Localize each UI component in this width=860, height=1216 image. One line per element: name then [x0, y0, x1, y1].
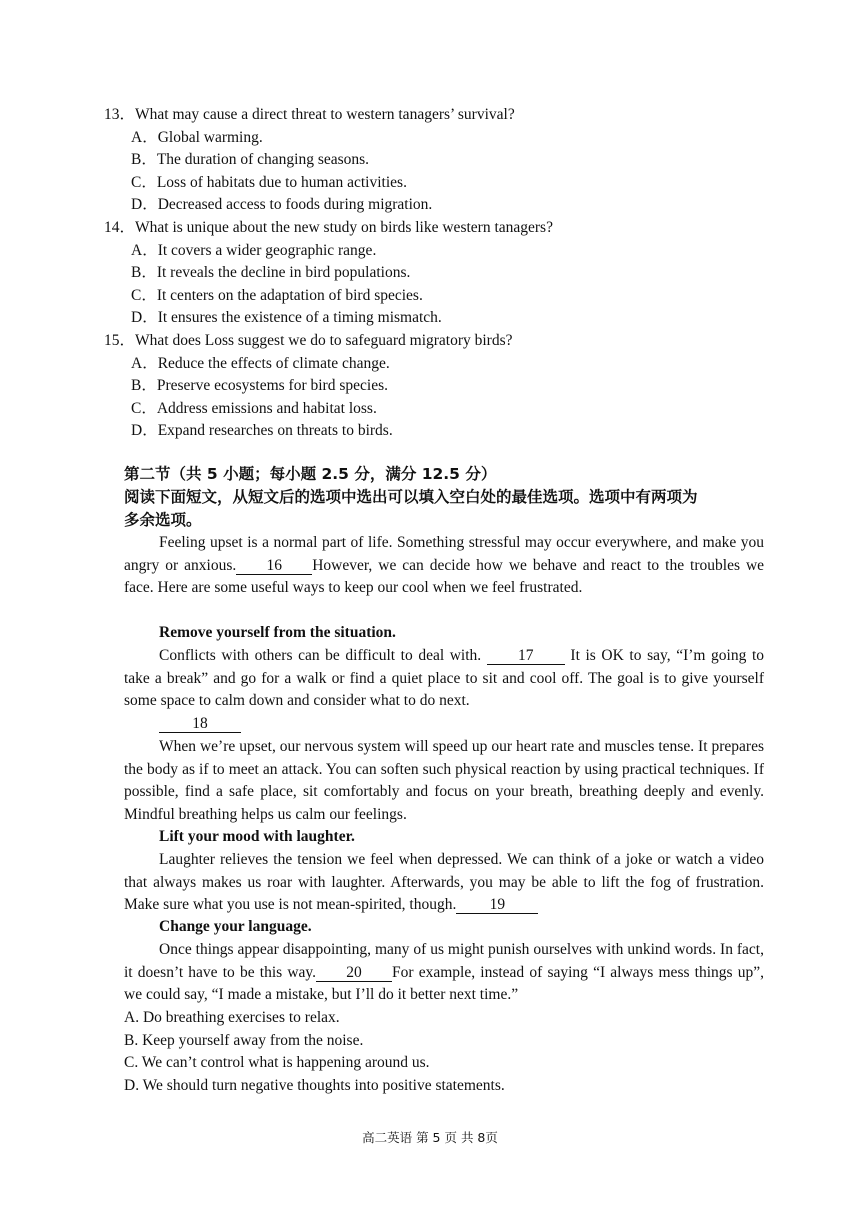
blank-18-line [159, 713, 241, 736]
question-15-option-b: B．Preserve ecosystems for bird species. [131, 377, 388, 394]
passage-paragraph-3: When we’re upset, our nervous system will speed up our heart rate and muscles tense. It prepares the body as if to meet an attack. You can soften such physical reaction by using practical techniques. If possible, find a safe place, sit comfortably and focus on your breath, breathing deeply and evenly. Mindful breathing helps us calm our feelings. [124, 738, 764, 824]
page-footer: 高二英语 第 5 页 共 8页 [362, 1130, 498, 1145]
question-14-option-d: D．It ensures the existence of a timing mismatch. [131, 309, 442, 326]
choice-c: C. We can’t control what is happening around us. [124, 1054, 430, 1071]
paragraph-5-text-a: Once things appear disappointing, many of us might punish ourselves with unkind words. In fact, it doesn’t have to be this way. [124, 941, 764, 981]
section-title: 第二节（共 5 小题；每小题 2.5 分，满分 12.5 分） [124, 465, 497, 483]
passage-paragraph-2 [124, 645, 764, 713]
question-15-option-c: C．Address emissions and habitat loss. [131, 400, 377, 417]
paragraph-5-text-b: For example, instead of saying “I always mess things up”, we could say, “I made a mistake, but I’ll do it better next time.” [124, 963, 764, 1004]
choice-a: A. Do breathing exercises to relax. [124, 1009, 340, 1026]
subheading-remove-yourself: Remove yourself from the situation. [159, 624, 396, 641]
blank-16: 16 [236, 558, 312, 575]
passage-paragraph-4 [124, 849, 764, 917]
question-13-option-b: B．The duration of changing seasons. [131, 151, 370, 168]
question-14-option-a: A．It covers a wider geographic range. [131, 242, 377, 259]
question-14-option-c: C．It centers on the adaptation of bird species. [131, 287, 423, 304]
paragraph-1-text-a: Feeling upset is a normal part of life. Something stressful may occur everywhere, and make you angry or anxious. [124, 534, 764, 574]
question-15-option-d: D．Expand researches on threats to birds. [131, 422, 393, 439]
choice-b: B. Keep yourself away from the noise. [124, 1032, 364, 1049]
paragraph-2-text-b: It is OK to say, “I’m going to take a break” and go for a walk or find a quiet place to sit and cool off. The goal is to give yourself some space to calm down and consider what to do next. [124, 647, 765, 710]
subheading-change-language: Change your language. [159, 918, 312, 935]
question-13-stem: 13．What may cause a direct threat to western tanagers’ survival? [104, 106, 515, 123]
blank-19: 19 [456, 897, 538, 914]
blank-20: 20 [316, 965, 392, 982]
passage-paragraph-1 [124, 532, 764, 600]
passage-paragraph-5 [124, 939, 764, 1007]
question-13-option-c: C．Loss of habitats due to human activities. [131, 174, 407, 191]
question-14-option-b: B．It reveals the decline in bird populations. [131, 264, 411, 281]
blank-18: 18 [159, 716, 241, 733]
question-14-stem: 14．What is unique about the new study on birds like western tanagers? [104, 219, 553, 236]
section-instruction-line1: 阅读下面短文，从短文后的选项中选出可以填入空白处的最佳选项。选项中有两项为 [124, 488, 698, 506]
question-15-option-a: A．Reduce the effects of climate change. [131, 355, 390, 372]
question-13-option-d: D．Decreased access to foods during migration. [131, 196, 433, 213]
question-13-option-a: A．Global warming. [131, 129, 263, 146]
paragraph-1-text-b: However, we can decide how we behave and react to the troubles we face. Here are some useful ways to keep our cool when we feel frustrated. [124, 556, 765, 597]
section-instruction-line2: 多余选项。 [124, 511, 202, 529]
subheading-lift-your-mood: Lift your mood with laughter. [159, 828, 355, 845]
blank-17: 17 [487, 648, 565, 665]
paragraph-2-text-a: Conflicts with others can be difficult to deal with. [159, 647, 482, 664]
choice-d: D. We should turn negative thoughts into positive statements. [124, 1077, 505, 1094]
question-15-stem: 15．What does Loss suggest we do to safeguard migratory birds? [104, 332, 513, 349]
paragraph-4-text: Laughter relieves the tension we feel when depressed. We can think of a joke or watch a video that always makes us roar with laughter. Afterwards, you may be able to lift the fog of frustration. Make sure what you use is not mean-spirited, though. [124, 851, 764, 914]
